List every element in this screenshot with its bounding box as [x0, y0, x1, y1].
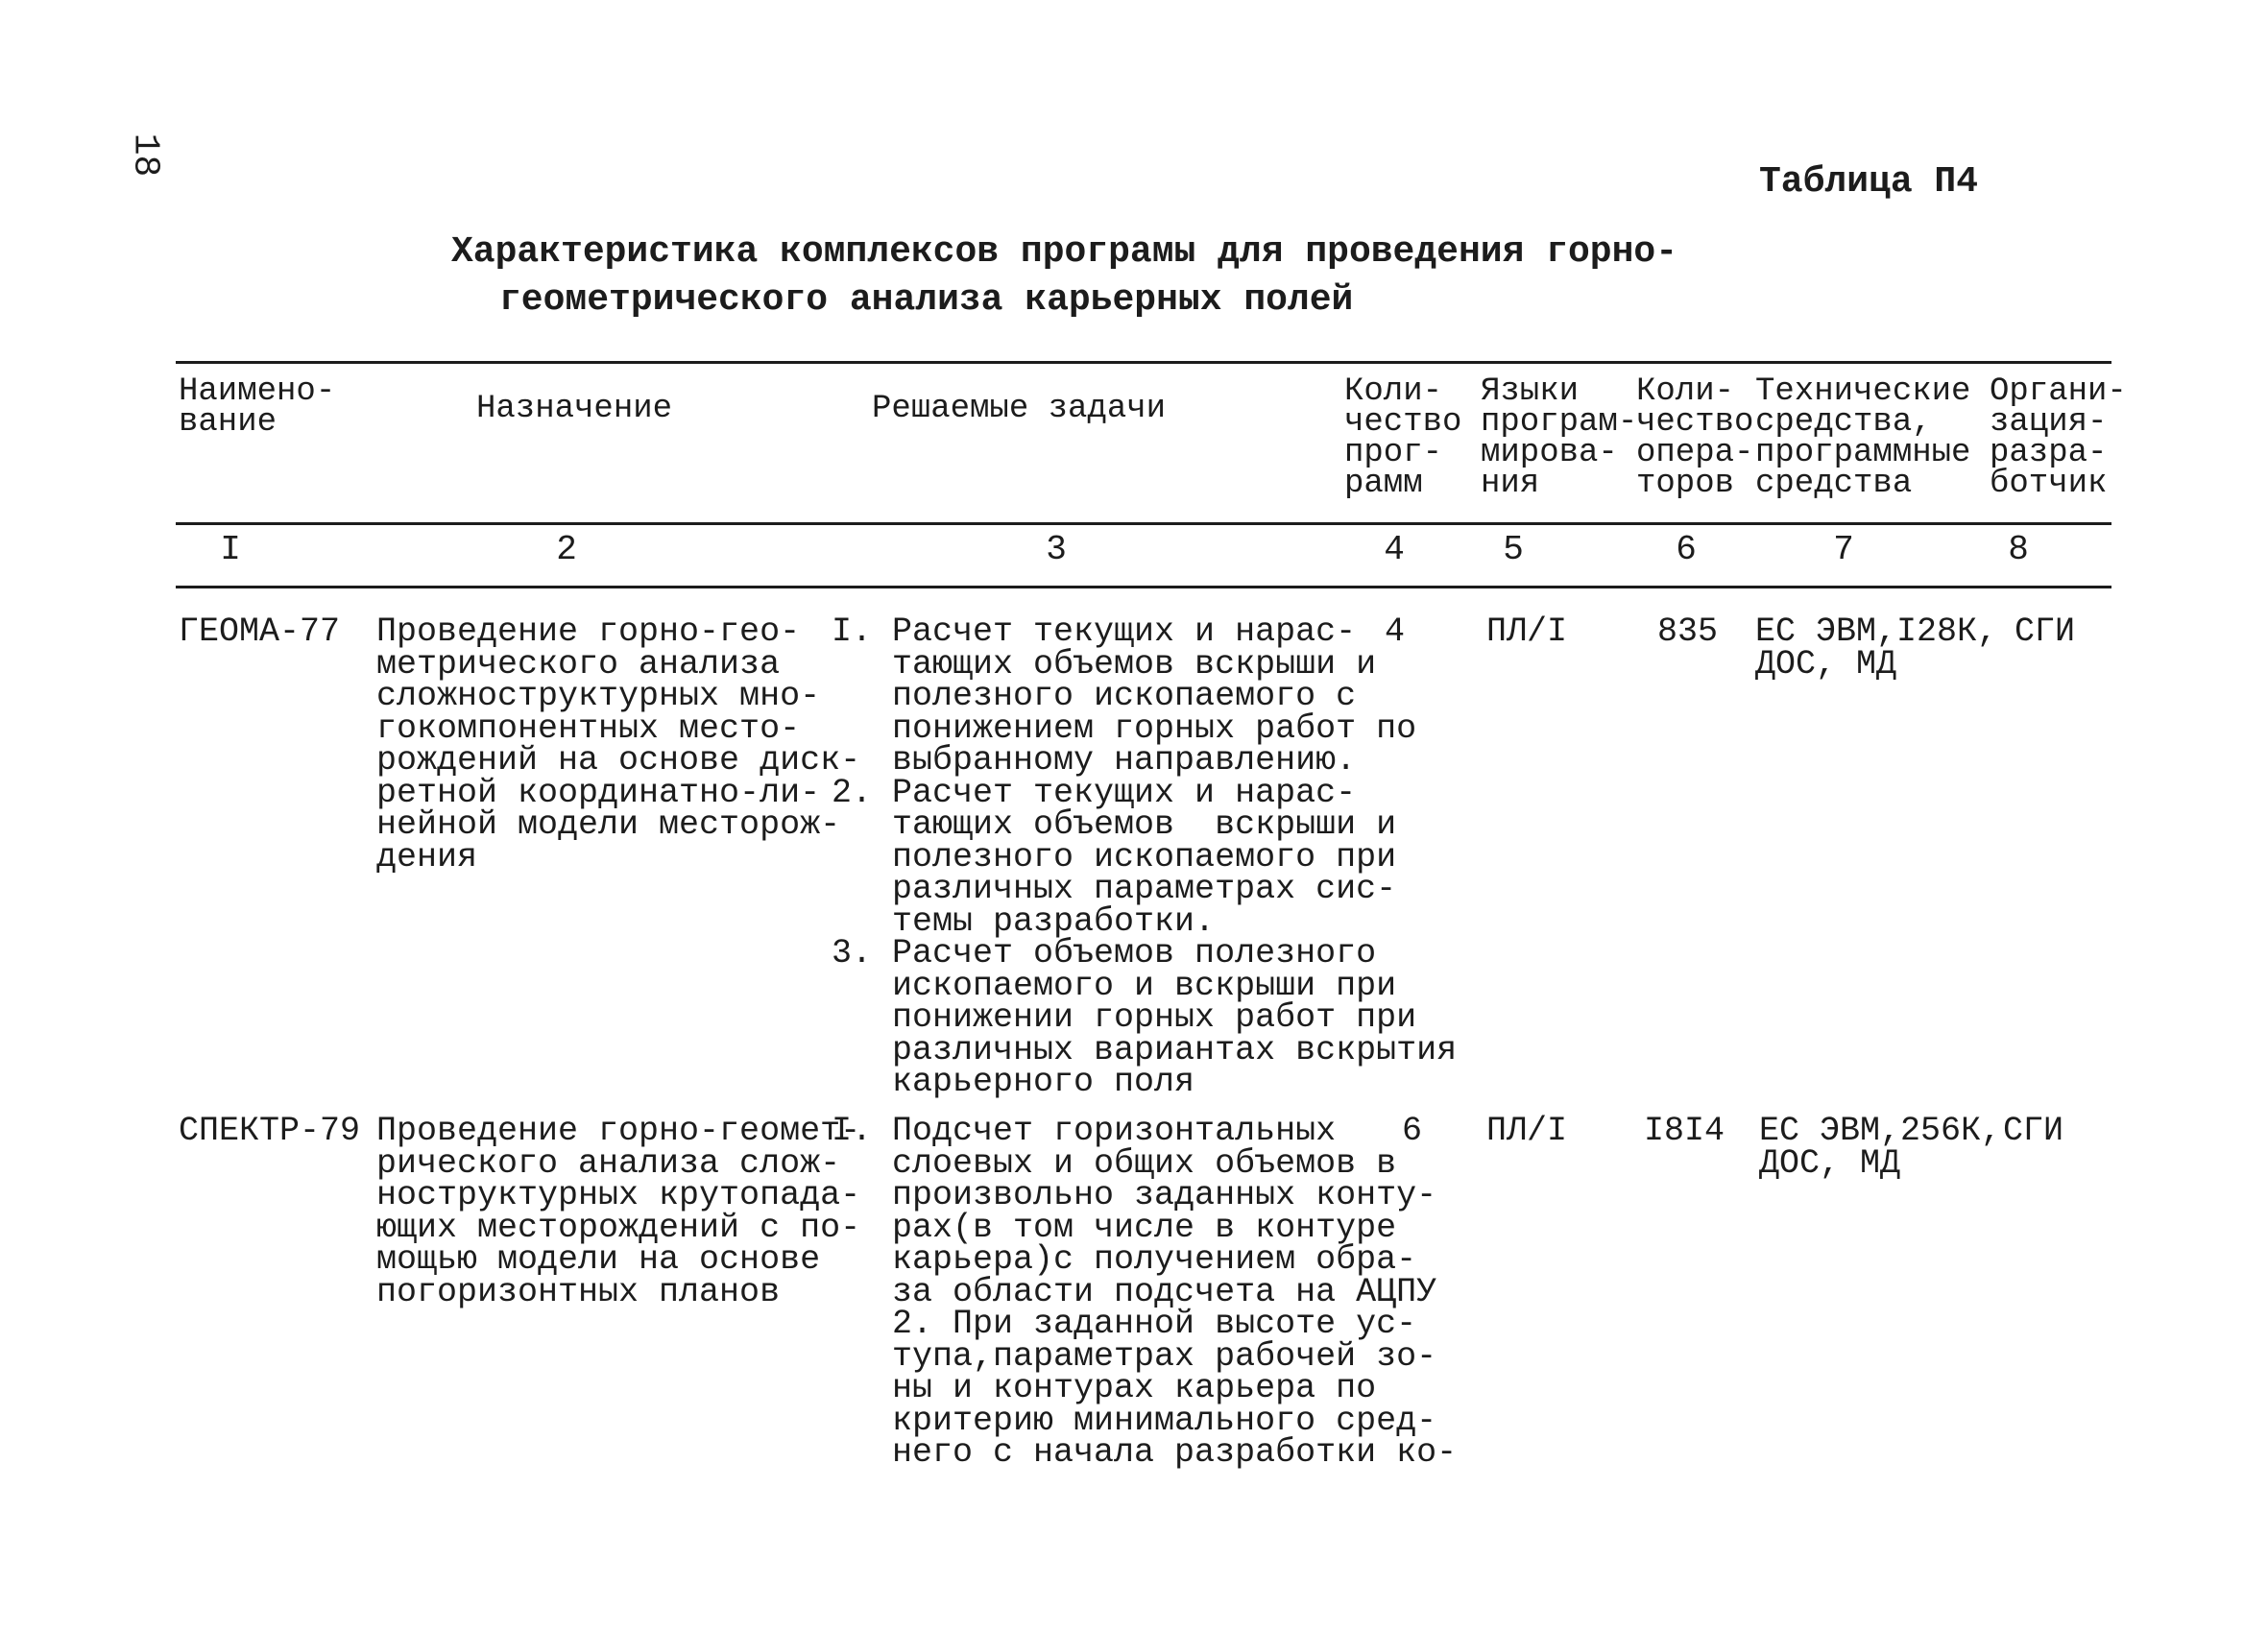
row1-programs: 4 — [1385, 612, 1406, 651]
header-programs: Коли- чество прог- рамм — [1344, 373, 1462, 502]
row2-tasks: I. Подсчет горизонтальных слоевых и общих объемов в произвольно заданных конту- рах(в том числе в контуре карьера)с получением обра- за области подсчета на АЦПУ 2. При заданной высоте ус- тупа,параметрах рабочей зо- ны и контурах карьера по критерию минимального сред- него с начала разработки ко- — [832, 1112, 1458, 1472]
row1-tasks: I. Расчет текущих и нарас- тающих объемов вскрыши и полезного ископаемого с понижением горных работ по выбранному направлению. 2. Расчет текущих и нарас- тающих объемов вскрыши и полезного ископаемого при различных параметрах сис- темы разработки. 3. Расчет объемов полезного ископаемого и вскрыши при понижении горных работ при различных вариантах вскрытия карьерного поля — [832, 612, 1458, 1101]
header-org: Органи- зация- разра- ботчик — [1990, 373, 2127, 502]
row1-org: СГИ — [2015, 612, 2076, 651]
header-purpose: Назначение — [476, 391, 673, 427]
row2-operators: I8I4 — [1644, 1112, 1725, 1150]
column-number-3: 3 — [1046, 530, 1067, 569]
header-operators: Коли- чество опера- торов — [1636, 373, 1754, 502]
row2-tech: ЕС ЭВМ,256К, ДОС, МД — [1759, 1112, 2002, 1183]
column-number-5: 5 — [1503, 530, 1524, 569]
table-title — [451, 228, 1678, 324]
column-number-6: 6 — [1676, 530, 1697, 569]
row1-tech: ЕС ЭВМ,I28К, ДОС, МД — [1755, 612, 1998, 684]
column-number-8: 8 — [2008, 530, 2029, 569]
row1-languages: ПЛ/I — [1486, 612, 1568, 651]
header-name: Наимено- вание — [179, 373, 336, 441]
row2-programs: 6 — [1402, 1112, 1423, 1150]
column-numbers-rule — [176, 586, 2111, 588]
title-line-1: Характеристика комплексов програмы для проведения горно- — [451, 231, 1678, 273]
header-languages: Языки програм- мирова- ния — [1481, 373, 1638, 502]
row1-purpose: Проведение горно-гео- метрического анализа сложноструктурных мно- гокомпонентных место- рождений на основе диск- ретной координатно-ли- нейной модели месторож- дения — [376, 612, 861, 876]
row2-languages: ПЛ/I — [1486, 1112, 1568, 1150]
column-number-7: 7 — [1833, 530, 1854, 569]
row1-name: ГЕОМА-77 — [179, 612, 341, 651]
page-number: 18 — [124, 132, 166, 178]
table-label: Таблица П4 — [1759, 161, 1979, 203]
column-number-1: I — [220, 530, 241, 569]
row2-name: СПЕКТР-79 — [179, 1112, 361, 1150]
table-top-rule — [176, 361, 2111, 364]
header-tech: Технические средства, программные средства — [1755, 373, 1971, 502]
column-number-4: 4 — [1384, 530, 1405, 569]
row2-purpose: Проведение горно-геомет- рического анализа слож- ноструктурных крутопада- ющих месторождений с по- мощью модели на основе погоризонтных планов — [376, 1112, 861, 1311]
column-number-2: 2 — [556, 530, 577, 569]
title-line-2: геометрического анализа карьерных полей — [499, 279, 1354, 321]
header-tasks: Решаемые задачи — [872, 391, 1167, 427]
row2-org: СГИ — [2003, 1112, 2064, 1150]
row1-operators: 835 — [1657, 612, 1719, 651]
header-bottom-rule — [176, 522, 2111, 525]
